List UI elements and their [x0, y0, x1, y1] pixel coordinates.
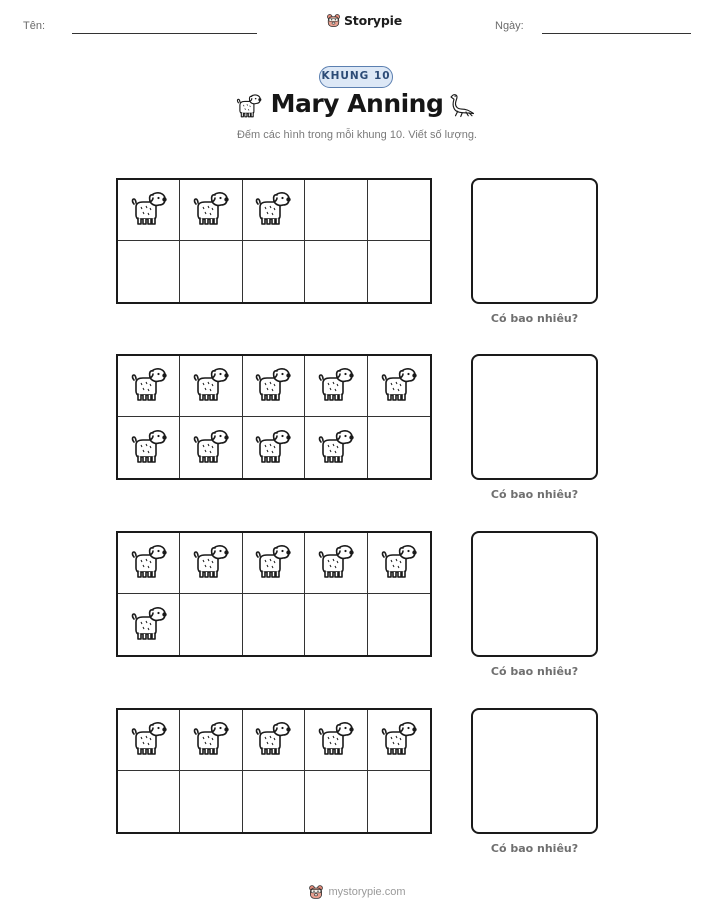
frame-cell: [180, 417, 242, 478]
frame-cell: [305, 356, 367, 417]
dog-icon: [129, 366, 169, 406]
dog-icon: [191, 720, 231, 760]
footer: [0, 884, 714, 900]
dog-icon: [129, 428, 169, 468]
dog-icon: [191, 428, 231, 468]
frame-cell: [368, 180, 430, 241]
footer-url: mystorypie.com: [328, 886, 406, 898]
answer-label: Có bao nhiêu?: [490, 488, 579, 501]
answer-label: Có bao nhiêu?: [490, 312, 579, 325]
frame-cell: [180, 710, 242, 771]
frame-cell: [243, 594, 305, 655]
name-line[interactable]: [72, 33, 257, 34]
frame-cell: [180, 356, 242, 417]
frame-cell: [243, 533, 305, 594]
frame-cell: [368, 417, 430, 478]
page-title: Mary Anning: [270, 89, 444, 118]
dog-icon: [129, 605, 169, 645]
frame-cell: [243, 180, 305, 241]
answer-box[interactable]: [471, 531, 598, 657]
frame-cell: [180, 594, 242, 655]
answer-box[interactable]: [471, 354, 598, 480]
frame-cell: [368, 241, 430, 302]
frame-cell: [118, 533, 180, 594]
dog-icon: [379, 366, 419, 406]
dog-icon: [316, 720, 356, 760]
frame-cell: [305, 533, 367, 594]
frame-cell: [305, 771, 367, 832]
ten-frame: [116, 708, 432, 834]
frame-cell: [368, 594, 430, 655]
instructions: Đếm các hình trong mỗi khung 10. Viết số lượng.: [236, 129, 477, 141]
frame-cell: [118, 180, 180, 241]
dinosaur-icon: [448, 91, 478, 121]
frame-cell: [243, 417, 305, 478]
answer-box[interactable]: [471, 708, 598, 834]
frame-cell: [118, 356, 180, 417]
dog-icon: [379, 720, 419, 760]
brand-name: Storypie: [344, 13, 402, 28]
bear-icon: [308, 884, 324, 900]
dog-icon: [253, 428, 293, 468]
worksheet-badge: KHUNG 10: [319, 66, 393, 88]
frame-cell: [118, 417, 180, 478]
frame-cell: [243, 356, 305, 417]
date-label: Ngày:: [495, 20, 524, 32]
frame-cell: [368, 356, 430, 417]
frame-cell: [243, 710, 305, 771]
frame-cell: [180, 241, 242, 302]
bear-icon: [326, 13, 341, 28]
ten-frame: [116, 531, 432, 657]
ten-frame: [116, 354, 432, 480]
dog-icon: [253, 543, 293, 583]
answer-label: Có bao nhiêu?: [490, 665, 579, 678]
dog-icon: [379, 543, 419, 583]
dog-icon: [191, 543, 231, 583]
brand-logo: [326, 13, 402, 28]
dog-icon: [316, 366, 356, 406]
answer-label: Có bao nhiêu?: [490, 842, 579, 855]
frame-cell: [305, 180, 367, 241]
answer-box[interactable]: [471, 178, 598, 304]
frame-cell: [118, 771, 180, 832]
dog-icon: [191, 190, 231, 230]
frame-cell: [368, 710, 430, 771]
dog-icon: [129, 720, 169, 760]
frame-cell: [305, 241, 367, 302]
frame-cell: [118, 710, 180, 771]
frame-cell: [118, 594, 180, 655]
ten-frame: [116, 178, 432, 304]
frame-cell: [305, 710, 367, 771]
dog-icon: [316, 543, 356, 583]
dog-icon: [129, 190, 169, 230]
frame-cell: [305, 594, 367, 655]
frame-cell: [243, 241, 305, 302]
frame-cell: [180, 180, 242, 241]
dog-icon: [253, 190, 293, 230]
frame-cell: [180, 771, 242, 832]
frame-cell: [305, 417, 367, 478]
frame-cell: [118, 241, 180, 302]
frame-cell: [368, 533, 430, 594]
name-label: Tên:: [23, 20, 46, 32]
dog-icon: [129, 543, 169, 583]
dog-icon: [253, 366, 293, 406]
dog-icon: [191, 366, 231, 406]
frame-cell: [180, 533, 242, 594]
frame-cell: [243, 771, 305, 832]
dog-icon: [253, 720, 293, 760]
date-line[interactable]: [542, 33, 691, 34]
dog-icon: [316, 428, 356, 468]
frame-cell: [368, 771, 430, 832]
